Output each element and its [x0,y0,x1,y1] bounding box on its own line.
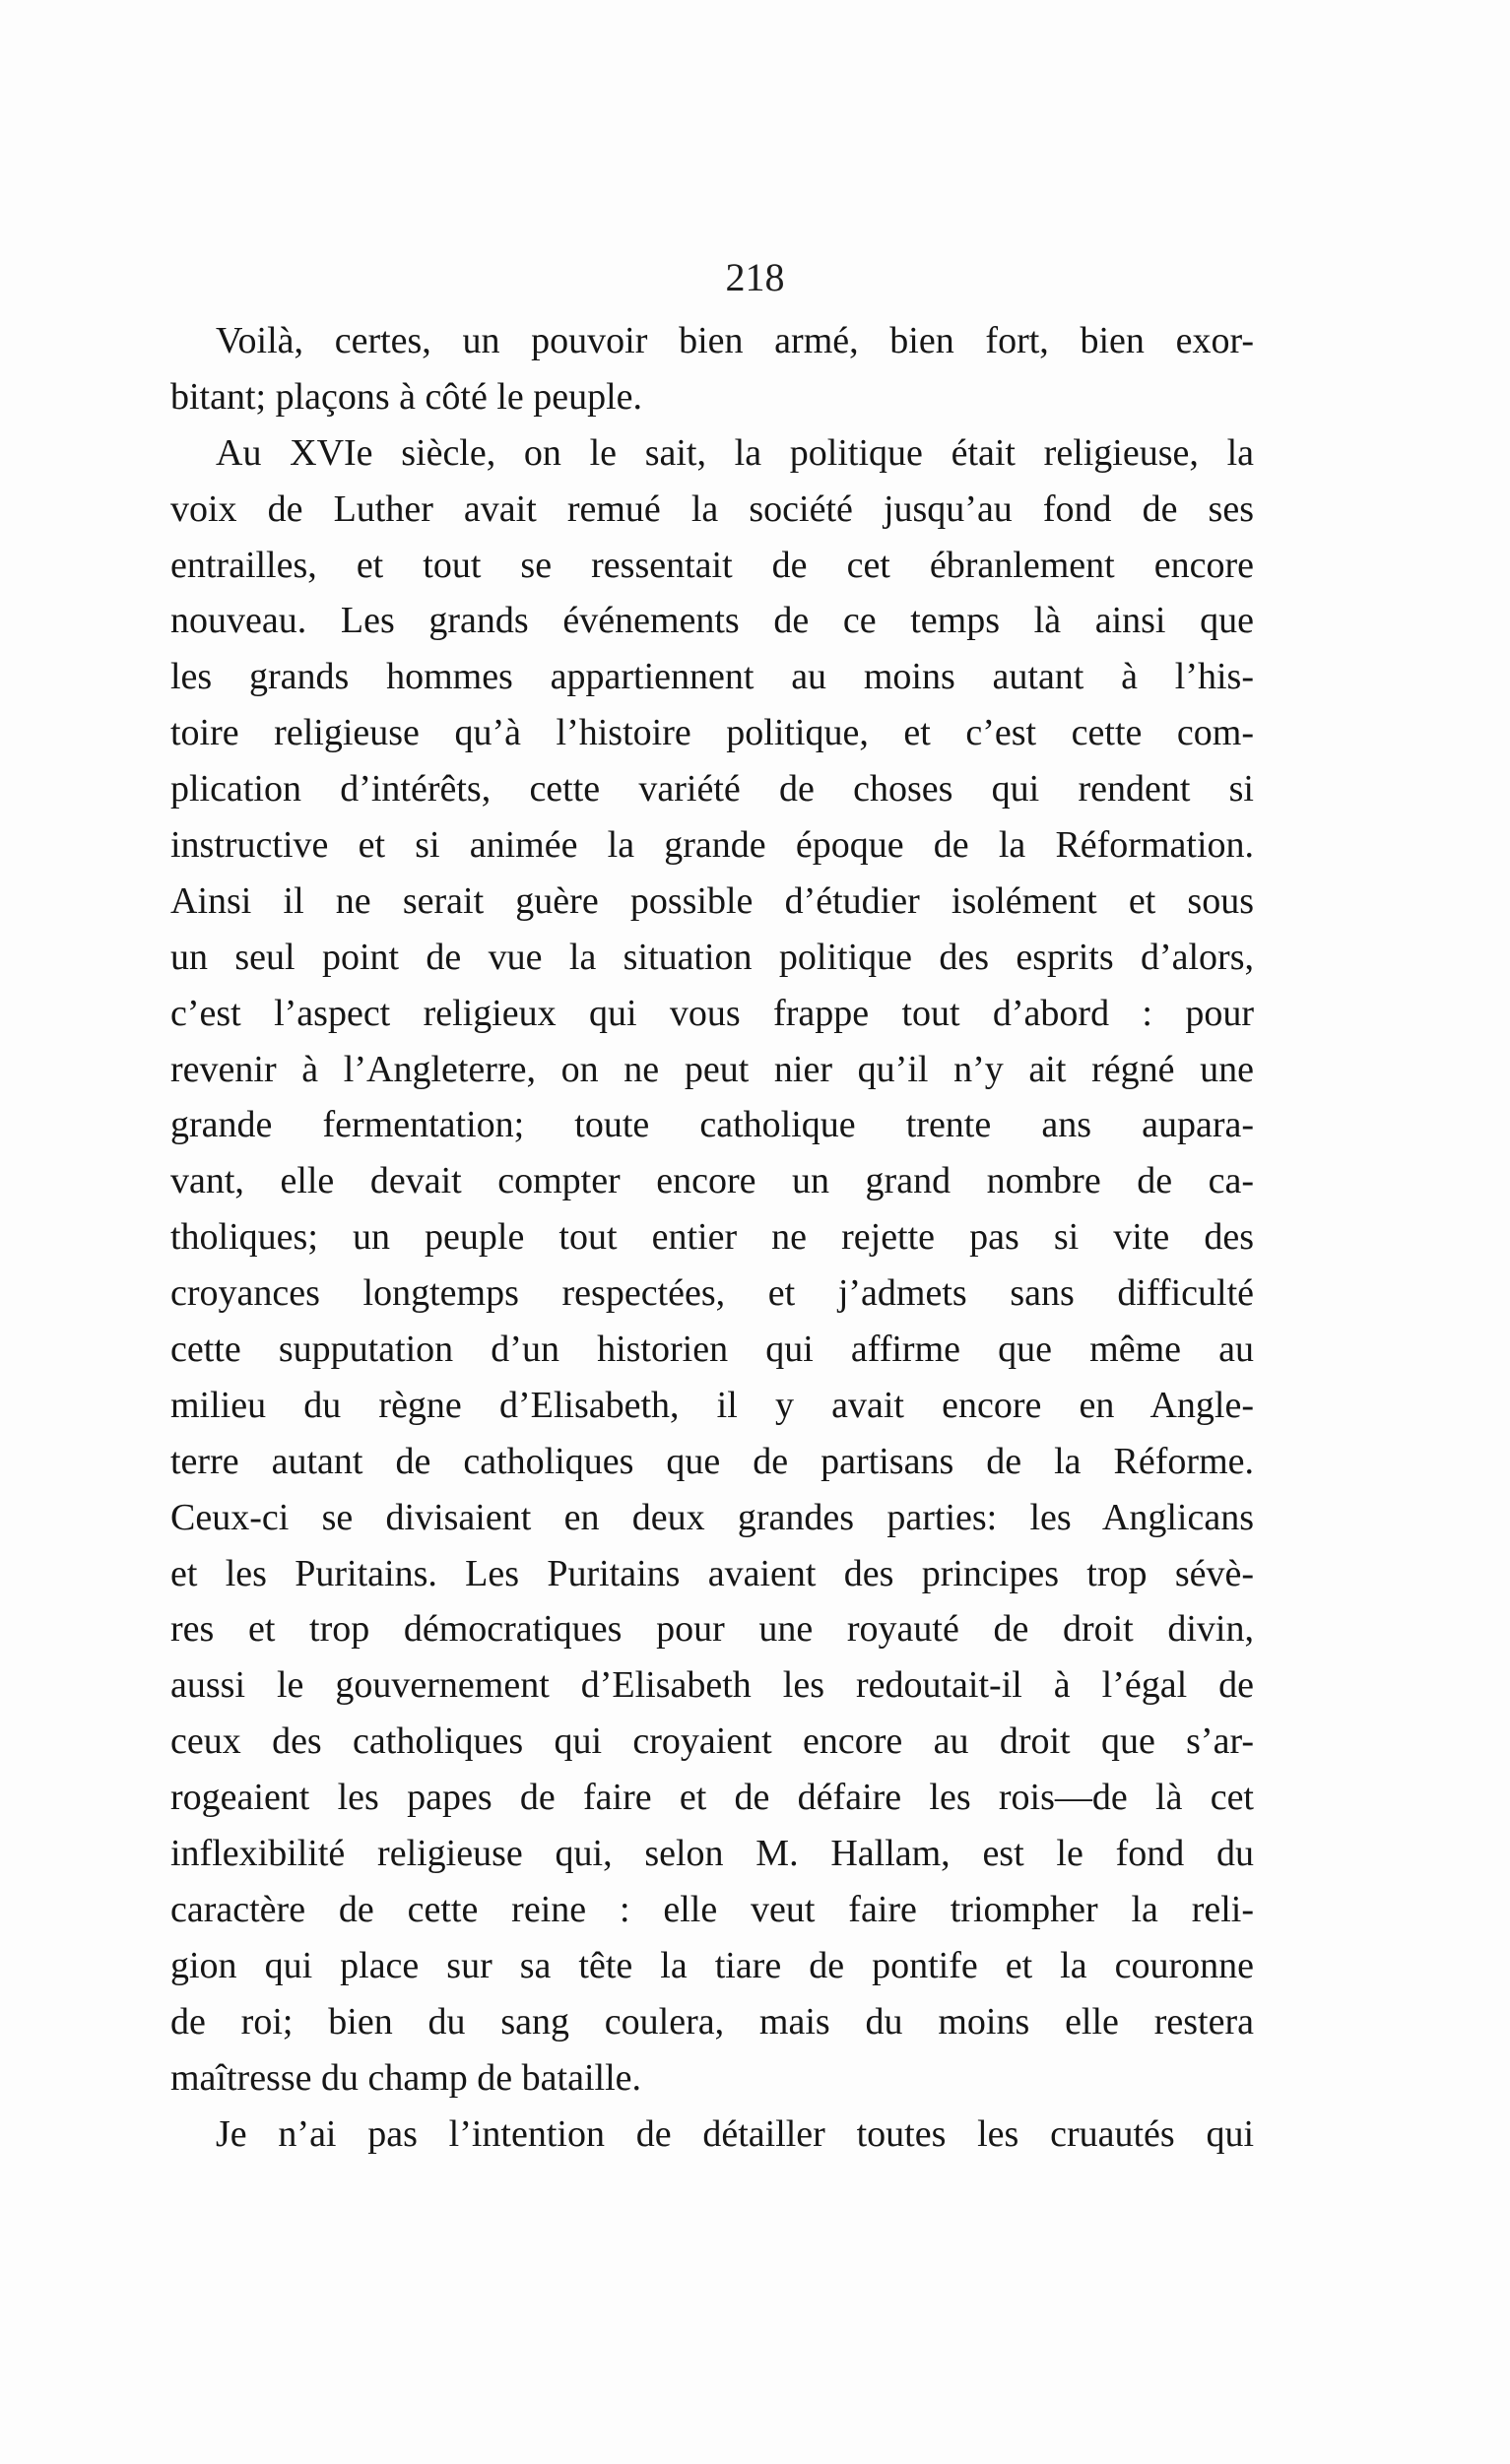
text-line: instructive et si animée la grande époque de la Réformation. [170,824,1254,867]
text-line: Je n’ai pas l’intention de détailler toutes les cruautés qui [216,2112,1254,2155]
text-line: grande fermentation; toute catholique trente ans aupara- [170,1104,1254,1146]
text-line: un seul point de vue la situation politique des esprits d’alors, [170,936,1254,978]
text-line: croyances longtemps respectées, et j’admets sans difficulté [170,1272,1254,1315]
text-line: tholiques; un peuple tout entier ne rejette pas si vite des [170,1216,1254,1259]
text-line: vant, elle devait compter encore un grand nombre de ca- [170,1160,1254,1202]
page-number: 218 [725,255,785,299]
text-line: caractère de cette reine : elle veut faire triompher la reli- [170,1888,1254,1930]
text-line: entrailles, et tout se ressentait de cet ébranlement encore [170,544,1254,586]
text-line: res et trop démocratiques pour une royauté de droit divin, [170,1608,1254,1651]
text-line: gion qui place sur sa tête la tiare de pontife et la couronne [170,1944,1254,1986]
text-line: terre autant de catholiques que de partisans de la Réforme. [170,1440,1254,1482]
text-line: bitant; plaçons à côté le peuple. [170,375,643,418]
text-line: voix de Luther avait remué la société jusqu’au fond de ses [170,487,1254,530]
text-line: c’est l’aspect religieux qui vous frappe tout d’abord : pour [170,992,1254,1034]
text-line: Au XVIe siècle, on le sait, la politique était religieuse, la [216,431,1254,474]
text-line: milieu du règne d’Elisabeth, il y avait encore en Angle- [170,1384,1254,1426]
text-line: Ainsi il ne serait guère possible d’étudier isolément et sous [170,879,1254,922]
text-line: toire religieuse qu’à l’histoire politique, et c’est cette com- [170,712,1254,754]
text-line: les grands hommes appartiennent au moins autant à l’his- [170,656,1254,698]
text-line: aussi le gouvernement d’Elisabeth les redoutait-il à l’égal de [170,1664,1254,1707]
text-line: et les Puritains. Les Puritains avaient des principes trop sévè- [170,1552,1254,1594]
text-line: inflexibilité religieuse qui, selon M. Hallam, est le fond du [170,1833,1254,1875]
text-line: Ceux-ci se divisaient en deux grandes parties: les Anglicans [170,1496,1254,1538]
text-line: cette supputation d’un historien qui affirme que même au [170,1329,1254,1371]
text-line: de roi; bien du sang coulera, mais du moins elle restera [170,2000,1254,2043]
text-line: rogeaient les papes de faire et de défaire les rois—de là cet [170,1777,1254,1819]
text-line: maîtresse du champ de bataille. [170,2056,641,2099]
text-line: plication d’intérêts, cette variété de choses qui rendent si [170,768,1254,811]
body-text [170,313,1254,2162]
text-line: Voilà, certes, un pouvoir bien armé, bien fort, bien exor- [216,320,1254,361]
text-line: revenir à l’Angleterre, on ne peut nier qu’il n’y ait régné une [170,1048,1254,1090]
text-line: nouveau. Les grands événements de ce temps là ainsi que [170,600,1254,642]
text-line: ceux des catholiques qui croyaient encore au droit que s’ar- [170,1720,1254,1763]
